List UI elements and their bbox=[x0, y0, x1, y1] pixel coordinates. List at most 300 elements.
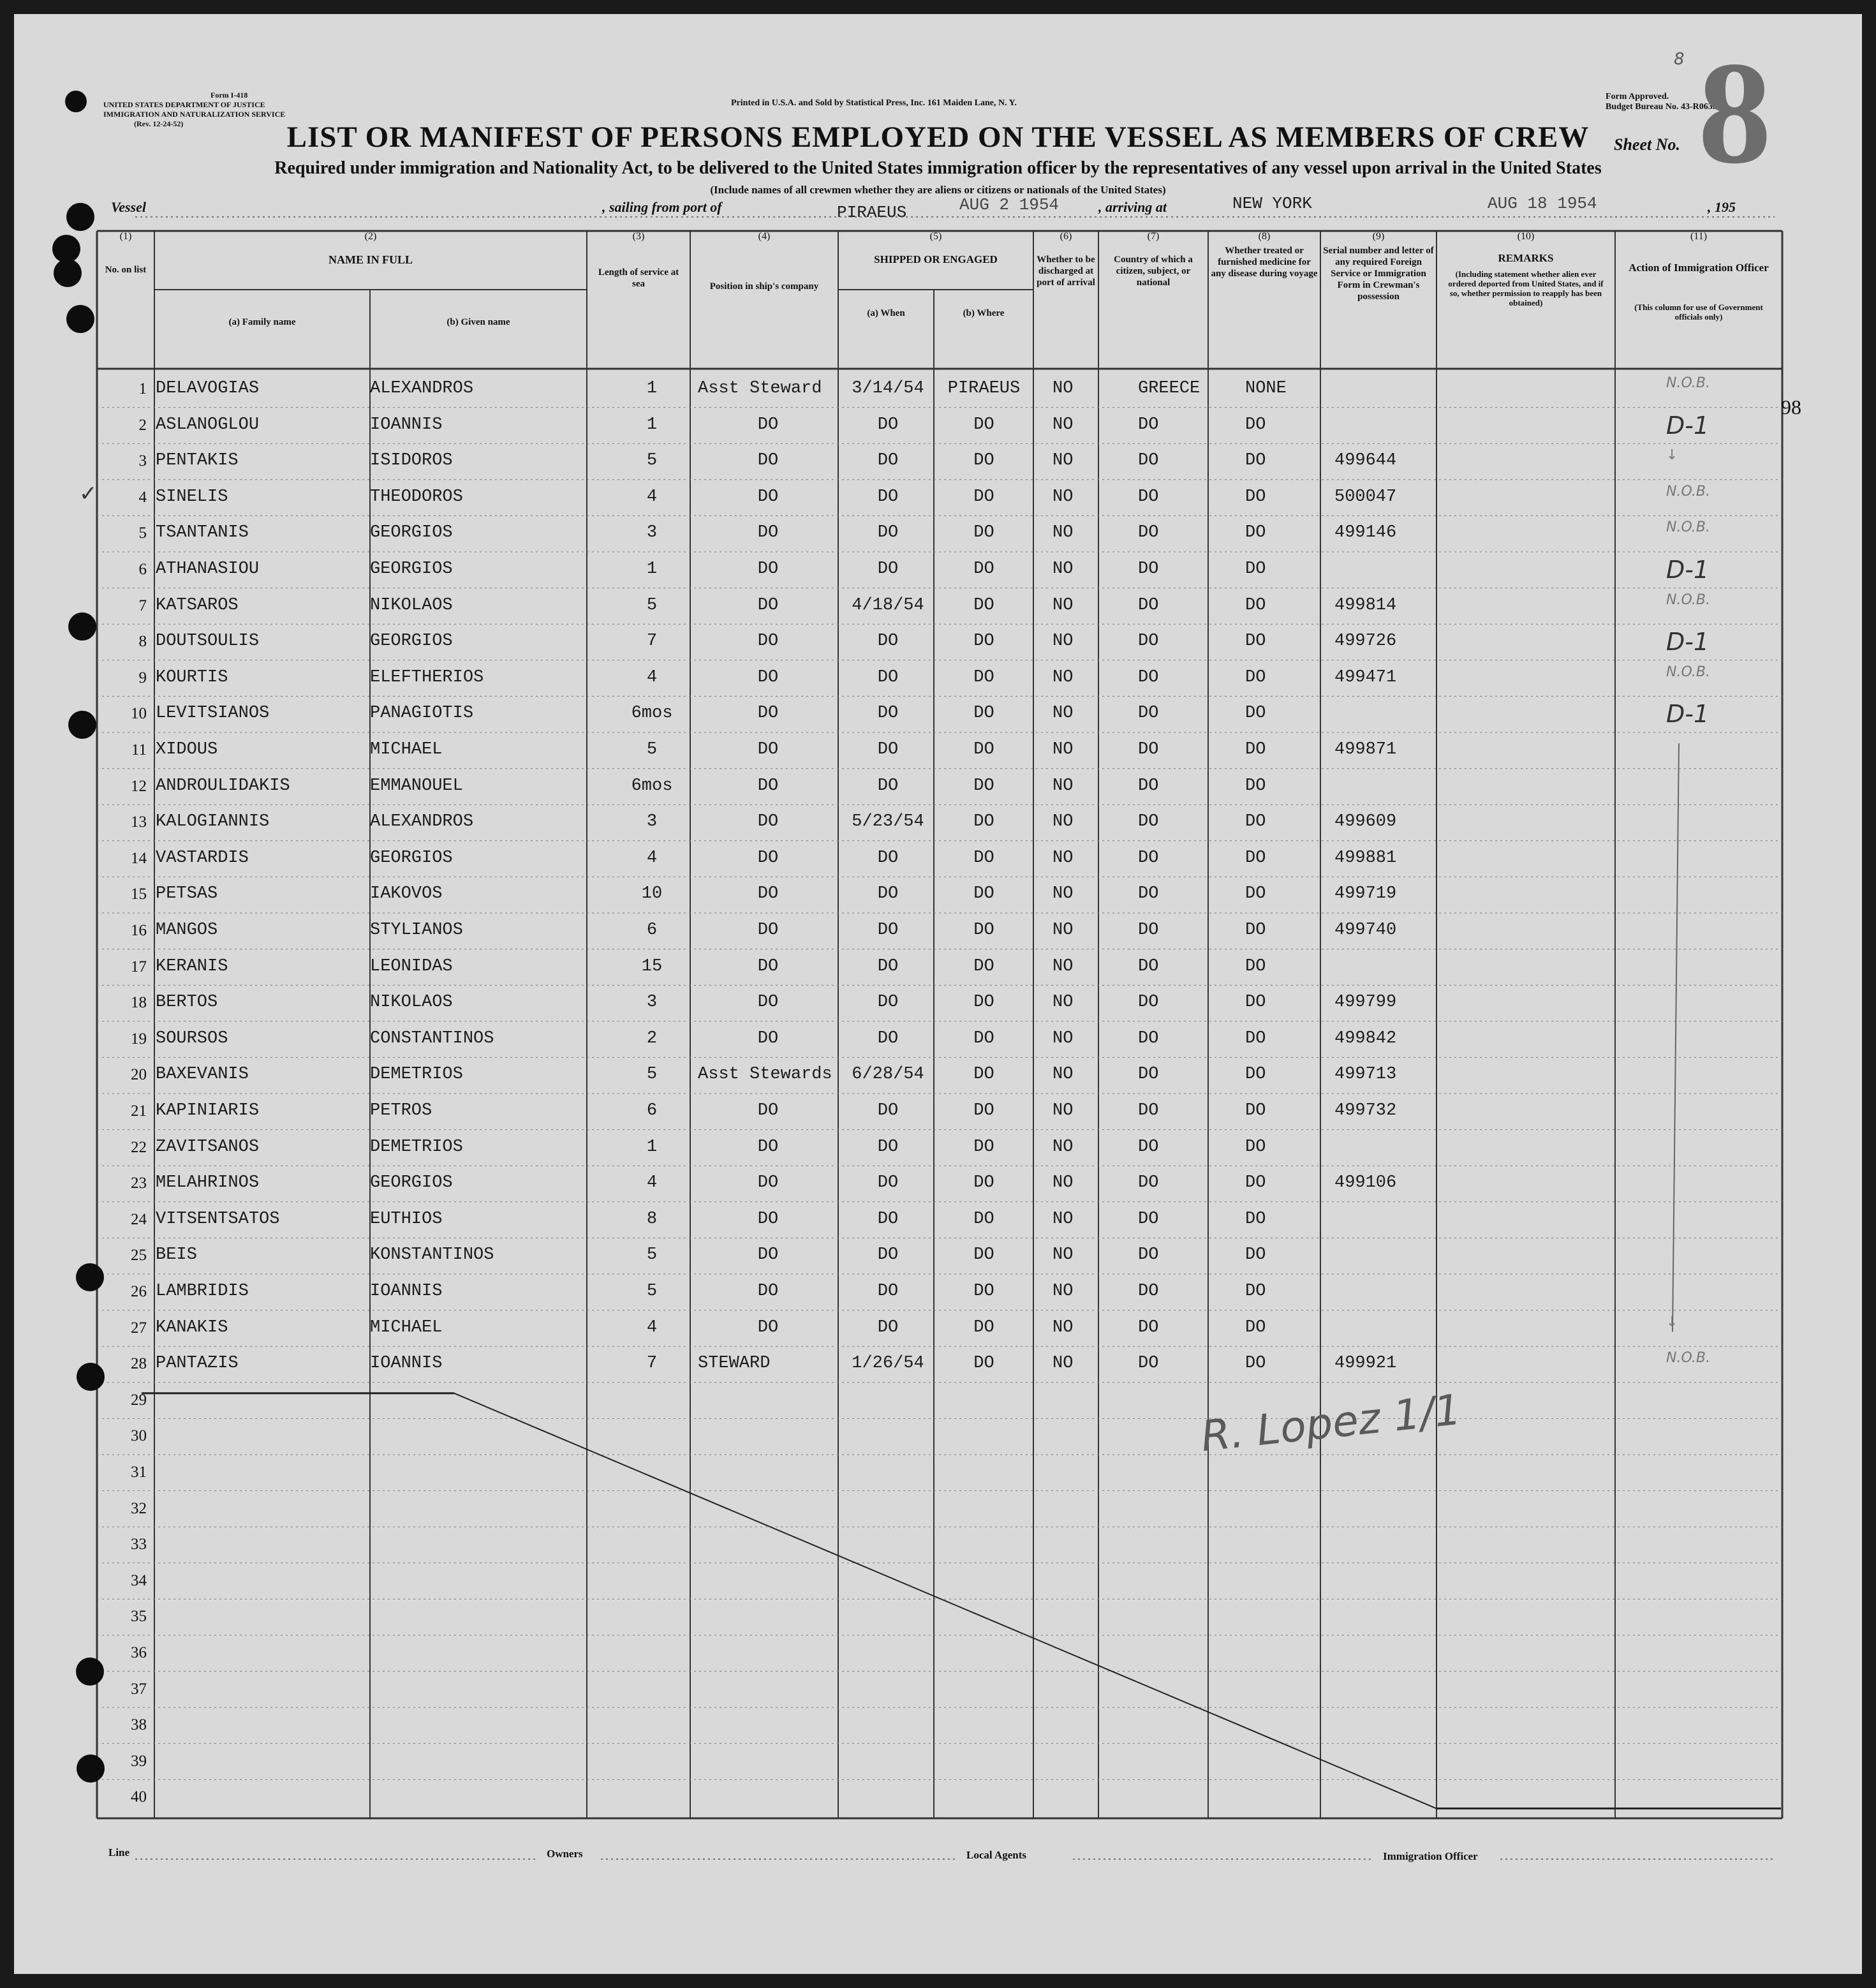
punch-hole bbox=[65, 91, 87, 112]
length-cell: 1 bbox=[646, 415, 658, 434]
col-number: (3) bbox=[632, 231, 645, 242]
treated-cell: DO bbox=[1245, 415, 1266, 434]
treated-cell: DO bbox=[1245, 632, 1266, 651]
row-number: 15 bbox=[131, 886, 147, 903]
form-info-line: Form I-418 bbox=[210, 91, 248, 100]
position-cell: DO bbox=[757, 523, 779, 543]
discharged-cell: NO bbox=[1052, 1354, 1074, 1374]
country-cell: DO bbox=[1138, 523, 1159, 543]
when-cell: DO bbox=[877, 1282, 899, 1301]
length-cell: 6 bbox=[646, 1101, 658, 1120]
country-cell: DO bbox=[1138, 415, 1159, 434]
when-cell: 4/18/54 bbox=[852, 595, 924, 615]
form-info-line: IMMIGRATION AND NATURALIZATION SERVICE bbox=[103, 110, 286, 119]
footer-owners: Owners bbox=[547, 1848, 583, 1860]
treated-cell: DO bbox=[1245, 1137, 1266, 1157]
country-cell: DO bbox=[1138, 848, 1159, 868]
date-from: AUG 2 1954 bbox=[959, 195, 1060, 214]
serial-cell: 499799 bbox=[1334, 993, 1397, 1013]
discharged-cell: NO bbox=[1052, 884, 1074, 904]
position-cell: DO bbox=[757, 1173, 779, 1193]
length-cell: 1 bbox=[646, 560, 658, 579]
family-name-cell: DELAVOGIAS bbox=[156, 379, 260, 398]
treated-cell: DO bbox=[1245, 1282, 1266, 1301]
punch-hole bbox=[76, 1658, 104, 1686]
row-number: 13 bbox=[131, 813, 147, 831]
where-cell: DO bbox=[973, 1028, 994, 1048]
length-cell: 6mos bbox=[631, 776, 673, 796]
discharged-cell: NO bbox=[1052, 451, 1074, 471]
where-cell: DO bbox=[973, 740, 994, 759]
position-cell: DO bbox=[757, 848, 779, 868]
where-cell: DO bbox=[973, 848, 994, 868]
col-number: (1) bbox=[119, 231, 132, 242]
discharged-cell: NO bbox=[1052, 560, 1074, 579]
margin-number: 98 bbox=[1781, 396, 1801, 419]
position-cell: Asst Steward bbox=[698, 379, 822, 398]
discharged-cell: NO bbox=[1052, 704, 1074, 723]
page-subnote: (Include names of all crewmen whether they are aliens or citizens or nationals of the United States) bbox=[710, 184, 1166, 196]
where-cell: DO bbox=[973, 812, 994, 832]
where-cell: DO bbox=[973, 595, 994, 615]
punch-hole bbox=[76, 1263, 104, 1291]
row-number: 33 bbox=[131, 1536, 147, 1554]
given-name-cell: NIKOLAOS bbox=[370, 595, 453, 615]
where-cell: DO bbox=[973, 704, 994, 723]
where-cell: DO bbox=[973, 667, 994, 687]
discharged-cell: NO bbox=[1052, 1317, 1074, 1337]
given-name-cell: DEMETRIOS bbox=[370, 1137, 463, 1157]
punch-hole bbox=[66, 203, 94, 231]
row-number: 23 bbox=[131, 1175, 147, 1192]
year-label: , 195 bbox=[1708, 199, 1736, 215]
where-cell: DO bbox=[973, 884, 994, 904]
treated-cell: DO bbox=[1245, 776, 1266, 796]
serial-cell: 499609 bbox=[1334, 812, 1397, 832]
row-number: 31 bbox=[131, 1464, 147, 1481]
family-name-cell: SOURSOS bbox=[156, 1028, 228, 1048]
family-name-cell: BEIS bbox=[156, 1245, 197, 1265]
discharged-cell: NO bbox=[1052, 812, 1074, 832]
col-number: (8) bbox=[1258, 231, 1271, 242]
row-number: 32 bbox=[131, 1499, 147, 1517]
discharged-cell: NO bbox=[1052, 1173, 1074, 1193]
row-number: 10 bbox=[131, 705, 147, 723]
action-cell: D-1 bbox=[1666, 411, 1710, 440]
row-number: 22 bbox=[131, 1138, 147, 1156]
row-number: 6 bbox=[138, 561, 147, 578]
when-cell: DO bbox=[877, 956, 899, 976]
punch-hole bbox=[77, 1363, 105, 1391]
row-number: 5 bbox=[138, 524, 147, 542]
treated-cell: DO bbox=[1245, 884, 1266, 904]
row-number: 21 bbox=[131, 1102, 147, 1120]
where-cell: DO bbox=[973, 956, 994, 976]
serial-cell: 499871 bbox=[1334, 740, 1397, 759]
form-info-line: (Rev. 12-24-52) bbox=[134, 119, 184, 128]
action-cell: N.O.B. bbox=[1666, 519, 1710, 536]
length-cell: 7 bbox=[646, 1354, 658, 1374]
family-name-cell: DOUTSOULIS bbox=[156, 632, 260, 651]
length-cell: 4 bbox=[646, 667, 658, 687]
position-cell: DO bbox=[757, 812, 779, 832]
position-cell: DO bbox=[757, 704, 779, 723]
action-cell: N.O.B. bbox=[1666, 483, 1710, 500]
country-cell: DO bbox=[1138, 1209, 1159, 1229]
row-number: 9 bbox=[138, 669, 147, 686]
check-mark: ✓ bbox=[79, 481, 98, 507]
serial-cell: 499726 bbox=[1334, 632, 1397, 651]
serial-cell: 500047 bbox=[1334, 487, 1397, 507]
length-cell: 4 bbox=[646, 1317, 658, 1337]
row-number: 19 bbox=[131, 1030, 147, 1048]
treated-cell: DO bbox=[1245, 1209, 1266, 1229]
form-approved: Form Approved. bbox=[1606, 92, 1669, 101]
length-cell: 15 bbox=[641, 956, 663, 976]
row-number: 30 bbox=[131, 1427, 147, 1445]
row-number: 24 bbox=[131, 1210, 147, 1228]
action-cell: ↓ bbox=[1666, 1314, 1678, 1330]
sheet-number: 8 bbox=[1698, 31, 1771, 194]
discharged-cell: NO bbox=[1052, 595, 1074, 615]
when-cell: DO bbox=[877, 884, 899, 904]
country-cell: DO bbox=[1138, 487, 1159, 507]
when-cell: DO bbox=[877, 848, 899, 868]
given-name-cell: IOANNIS bbox=[370, 415, 443, 434]
header-shipped: SHIPPED OR ENGAGED bbox=[874, 253, 998, 265]
where-cell: DO bbox=[973, 1245, 994, 1265]
treated-cell: DO bbox=[1245, 523, 1266, 543]
where-cell: DO bbox=[973, 1354, 994, 1374]
position-cell: DO bbox=[757, 776, 779, 796]
discharged-cell: NO bbox=[1052, 1137, 1074, 1157]
family-name-cell: PANTAZIS bbox=[156, 1354, 239, 1374]
when-cell: DO bbox=[877, 1028, 899, 1048]
family-name-cell: BAXEVANIS bbox=[156, 1065, 249, 1085]
treated-cell: DO bbox=[1245, 1354, 1266, 1374]
discharged-cell: NO bbox=[1052, 956, 1074, 976]
serial-cell: 499644 bbox=[1334, 451, 1397, 471]
action-cell: N.O.B. bbox=[1666, 1350, 1710, 1367]
position-cell: DO bbox=[757, 921, 779, 940]
row-number: 7 bbox=[138, 597, 147, 614]
position-cell: DO bbox=[757, 1137, 779, 1157]
given-name-cell: NIKOLAOS bbox=[370, 993, 453, 1013]
given-name-cell: LEONIDAS bbox=[370, 956, 453, 976]
country-cell: DO bbox=[1138, 1245, 1159, 1265]
col-number: (4) bbox=[758, 231, 771, 242]
punch-hole bbox=[68, 612, 96, 641]
treated-cell: DO bbox=[1245, 1245, 1266, 1265]
when-cell: DO bbox=[877, 993, 899, 1013]
position-cell: DO bbox=[757, 1282, 779, 1301]
action-cell: D-1 bbox=[1666, 556, 1710, 584]
action-cell: N.O.B. bbox=[1666, 591, 1710, 608]
when-cell: DO bbox=[877, 451, 899, 471]
punch-hole bbox=[68, 711, 96, 739]
treated-cell: DO bbox=[1245, 1173, 1266, 1193]
header-treated: Whether treated or furnished medicine for any disease during voyage bbox=[1211, 246, 1318, 279]
family-name-cell: TSANTANIS bbox=[156, 523, 249, 543]
footer-officer: Immigration Officer bbox=[1383, 1850, 1478, 1862]
length-cell: 8 bbox=[646, 1209, 658, 1229]
family-name-cell: LEVITSIANOS bbox=[156, 704, 270, 723]
col-number: (11) bbox=[1690, 231, 1708, 242]
serial-cell: 499471 bbox=[1334, 667, 1397, 687]
discharged-cell: NO bbox=[1052, 632, 1074, 651]
position-cell: DO bbox=[757, 595, 779, 615]
family-name-cell: ASLANOGLOU bbox=[156, 415, 260, 434]
col-number: (6) bbox=[1060, 231, 1072, 242]
page-title: LIST OR MANIFEST OF PERSONS EMPLOYED ON THE VESSEL AS MEMBERS OF CREW bbox=[286, 121, 1590, 154]
length-cell: 5 bbox=[646, 1245, 658, 1265]
country-cell: DO bbox=[1138, 884, 1159, 904]
serial-cell: 499814 bbox=[1334, 595, 1397, 615]
where-cell: DO bbox=[973, 1282, 994, 1301]
position-cell: DO bbox=[757, 667, 779, 687]
length-cell: 4 bbox=[646, 848, 658, 868]
header-length-service: Length of service at sea bbox=[598, 267, 679, 289]
position-cell: DO bbox=[757, 740, 779, 759]
length-cell: 3 bbox=[646, 993, 658, 1013]
when-cell: DO bbox=[877, 776, 899, 796]
position-cell: DO bbox=[757, 884, 779, 904]
row-number: 17 bbox=[131, 958, 147, 975]
row-number: 1 bbox=[138, 380, 147, 397]
position-cell: DO bbox=[757, 1101, 779, 1120]
port-from: PIRAEUS bbox=[837, 203, 907, 222]
row-number: 4 bbox=[138, 488, 147, 506]
family-name-cell: KATSAROS bbox=[156, 595, 239, 615]
treated-cell: DO bbox=[1245, 595, 1266, 615]
given-name-cell: GEORGIOS bbox=[370, 560, 453, 579]
header-when: (a) When bbox=[867, 308, 905, 318]
given-name-cell: GEORGIOS bbox=[370, 848, 453, 868]
position-cell: DO bbox=[757, 1245, 779, 1265]
given-name-cell: ISIDOROS bbox=[370, 451, 453, 471]
where-cell: DO bbox=[973, 1209, 994, 1229]
country-cell: DO bbox=[1138, 1065, 1159, 1085]
when-cell: DO bbox=[877, 667, 899, 687]
treated-cell: DO bbox=[1245, 848, 1266, 868]
country-cell: DO bbox=[1138, 1137, 1159, 1157]
given-name-cell: IOANNIS bbox=[370, 1354, 443, 1374]
given-name-cell: THEODOROS bbox=[370, 487, 463, 507]
row-number: 3 bbox=[138, 452, 147, 470]
header-serial: Serial number and letter of any required Foreign Service or Immigration Form in Crewman's possession bbox=[1323, 246, 1434, 302]
serial-cell: 499732 bbox=[1334, 1101, 1397, 1120]
family-name-cell: ATHANASIOU bbox=[156, 560, 260, 579]
given-name-cell: GEORGIOS bbox=[370, 523, 453, 543]
given-name-cell: ALEXANDROS bbox=[370, 379, 474, 398]
treated-cell: DO bbox=[1245, 1028, 1266, 1048]
treated-cell: DO bbox=[1245, 704, 1266, 723]
position-cell: DO bbox=[757, 560, 779, 579]
row-number: 25 bbox=[131, 1247, 147, 1265]
col-number: (5) bbox=[929, 231, 942, 242]
discharged-cell: NO bbox=[1052, 1245, 1074, 1265]
length-cell: 3 bbox=[646, 812, 658, 832]
where-cell: DO bbox=[973, 1101, 994, 1120]
family-name-cell: PETSAS bbox=[156, 884, 218, 904]
given-name-cell: ALEXANDROS bbox=[370, 812, 474, 832]
country-cell: DO bbox=[1138, 1317, 1159, 1337]
serial-cell: 499740 bbox=[1334, 921, 1397, 940]
treated-cell: DO bbox=[1245, 451, 1266, 471]
given-name-cell: DEMETRIOS bbox=[370, 1065, 463, 1085]
page-subtitle: Required under immigration and Nationality Act, to be delivered to the United States immigration officer by the representatives of any vessel upon arrival in the United States bbox=[274, 158, 1602, 178]
header-remarks: REMARKS bbox=[1498, 252, 1554, 264]
serial-cell: 499842 bbox=[1334, 1028, 1397, 1048]
where-cell: DO bbox=[973, 993, 994, 1013]
family-name-cell: VASTARDIS bbox=[156, 848, 249, 868]
serial-cell: 499146 bbox=[1334, 523, 1397, 543]
country-cell: DO bbox=[1138, 1173, 1159, 1193]
when-cell: DO bbox=[877, 560, 899, 579]
header-position: Position in ship's company bbox=[709, 281, 819, 292]
given-name-cell: ELEFTHERIOS bbox=[370, 667, 484, 687]
treated-cell: DO bbox=[1245, 560, 1266, 579]
sheet-small-number: 8 bbox=[1674, 50, 1685, 69]
country-cell: DO bbox=[1138, 1282, 1159, 1301]
treated-cell: DO bbox=[1245, 956, 1266, 976]
when-cell: DO bbox=[877, 704, 899, 723]
where-cell: DO bbox=[973, 451, 994, 471]
row-number: 26 bbox=[131, 1283, 147, 1300]
row-number: 8 bbox=[138, 633, 147, 651]
row-number: 37 bbox=[131, 1680, 147, 1698]
row-number: 14 bbox=[131, 849, 147, 867]
given-name-cell: MICHAEL bbox=[370, 740, 443, 759]
row-number: 27 bbox=[131, 1319, 147, 1337]
family-name-cell: KOURTIS bbox=[156, 667, 228, 687]
where-cell: DO bbox=[973, 921, 994, 940]
treated-cell: DO bbox=[1245, 921, 1266, 940]
family-name-cell: KANAKIS bbox=[156, 1317, 228, 1337]
port-to: NEW YORK bbox=[1232, 194, 1312, 213]
where-cell: DO bbox=[973, 415, 994, 434]
arriving-label: , arriving at bbox=[1098, 199, 1167, 215]
when-cell: 3/14/54 bbox=[852, 379, 924, 398]
country-cell: DO bbox=[1138, 595, 1159, 615]
discharged-cell: NO bbox=[1052, 1282, 1074, 1301]
date-to: AUG 18 1954 bbox=[1488, 194, 1597, 213]
given-name-cell: PANAGIOTIS bbox=[370, 704, 474, 723]
family-name-cell: KERANIS bbox=[156, 956, 228, 976]
country-cell: DO bbox=[1138, 921, 1159, 940]
country-cell: DO bbox=[1138, 740, 1159, 759]
discharged-cell: NO bbox=[1052, 848, 1074, 868]
position-cell: DO bbox=[757, 487, 779, 507]
length-cell: 1 bbox=[646, 1137, 658, 1157]
treated-cell: DO bbox=[1245, 740, 1266, 759]
length-cell: 10 bbox=[641, 884, 663, 904]
country-cell: GREECE bbox=[1138, 379, 1200, 398]
when-cell: 6/28/54 bbox=[852, 1065, 924, 1085]
row-number: 12 bbox=[131, 777, 147, 795]
footer-agents: Local Agents bbox=[966, 1849, 1026, 1861]
treated-cell: DO bbox=[1245, 812, 1266, 832]
officer-signature: R. Lopez 1/1 bbox=[1199, 1384, 1464, 1462]
country-cell: DO bbox=[1138, 993, 1159, 1013]
form-info-line: UNITED STATES DEPARTMENT OF JUSTICE bbox=[103, 100, 265, 109]
where-cell: DO bbox=[973, 523, 994, 543]
country-cell: DO bbox=[1138, 1354, 1159, 1374]
action-cell: D-1 bbox=[1666, 628, 1710, 656]
header-remarks-note: (Including statement whether alien ever ordered deported from United States, and if so, whether permission to reapply has been obtained) bbox=[1448, 269, 1604, 308]
sailing-label: , sailing from port of bbox=[602, 199, 722, 215]
action-cell: D-1 bbox=[1666, 700, 1710, 729]
given-name-cell: IOANNIS bbox=[370, 1282, 443, 1301]
row-number: 40 bbox=[131, 1788, 147, 1806]
position-cell: DO bbox=[757, 1317, 779, 1337]
discharged-cell: NO bbox=[1052, 667, 1074, 687]
treated-cell: DO bbox=[1245, 1101, 1266, 1120]
when-cell: DO bbox=[877, 1101, 899, 1120]
length-cell: 6 bbox=[646, 921, 658, 940]
position-cell: DO bbox=[757, 415, 779, 434]
family-name-cell: ZAVITSANOS bbox=[156, 1137, 260, 1157]
when-cell: DO bbox=[877, 1173, 899, 1193]
position-cell: DO bbox=[757, 1028, 779, 1048]
position-cell: DO bbox=[757, 956, 779, 976]
length-cell: 3 bbox=[646, 523, 658, 543]
col-number: (2) bbox=[364, 231, 377, 242]
col-number: (7) bbox=[1147, 231, 1160, 242]
header-action-note: (This column for use of Government officials only) bbox=[1634, 302, 1763, 322]
treated-cell: DO bbox=[1245, 993, 1266, 1013]
row-number: 28 bbox=[131, 1355, 147, 1373]
position-cell: STEWARD bbox=[698, 1354, 771, 1374]
length-cell: 5 bbox=[646, 451, 658, 471]
when-cell: DO bbox=[877, 1209, 899, 1229]
family-name-cell: SINELIS bbox=[156, 487, 228, 507]
position-cell: Asst Stewards bbox=[698, 1065, 832, 1085]
country-cell: DO bbox=[1138, 451, 1159, 471]
treated-cell: DO bbox=[1245, 1065, 1266, 1085]
where-cell: DO bbox=[973, 632, 994, 651]
punch-hole bbox=[77, 1754, 105, 1783]
given-name-cell: CONSTANTINOS bbox=[370, 1028, 494, 1048]
given-name-cell: STYLIANOS bbox=[370, 921, 463, 940]
where-cell: DO bbox=[973, 776, 994, 796]
when-cell: DO bbox=[877, 487, 899, 507]
treated-cell: DO bbox=[1245, 487, 1266, 507]
family-name-cell: MELAHRINOS bbox=[156, 1173, 260, 1193]
vessel-label: Vessel bbox=[111, 199, 146, 215]
action-cell: N.O.B. bbox=[1666, 375, 1710, 391]
length-cell: 7 bbox=[646, 632, 658, 651]
where-cell: DO bbox=[973, 560, 994, 579]
family-name-cell: KALOGIANNIS bbox=[156, 812, 270, 832]
serial-cell: 499881 bbox=[1334, 848, 1397, 868]
given-name-cell: MICHAEL bbox=[370, 1317, 443, 1337]
treated-cell: DO bbox=[1245, 667, 1266, 687]
sheet-label: Sheet No. bbox=[1614, 135, 1680, 154]
when-cell: DO bbox=[877, 921, 899, 940]
header-action: Action of Immigration Officer bbox=[1629, 262, 1769, 274]
header-where: (b) Where bbox=[963, 308, 1005, 318]
discharged-cell: NO bbox=[1052, 1209, 1074, 1229]
row-number: 20 bbox=[131, 1066, 147, 1084]
discharged-cell: NO bbox=[1052, 1065, 1074, 1085]
position-cell: DO bbox=[757, 1209, 779, 1229]
where-cell: DO bbox=[973, 1137, 994, 1157]
row-number: 16 bbox=[131, 922, 147, 939]
family-name-cell: VITSENTSATOS bbox=[156, 1209, 280, 1229]
length-cell: 1 bbox=[646, 379, 658, 398]
discharged-cell: NO bbox=[1052, 776, 1074, 796]
